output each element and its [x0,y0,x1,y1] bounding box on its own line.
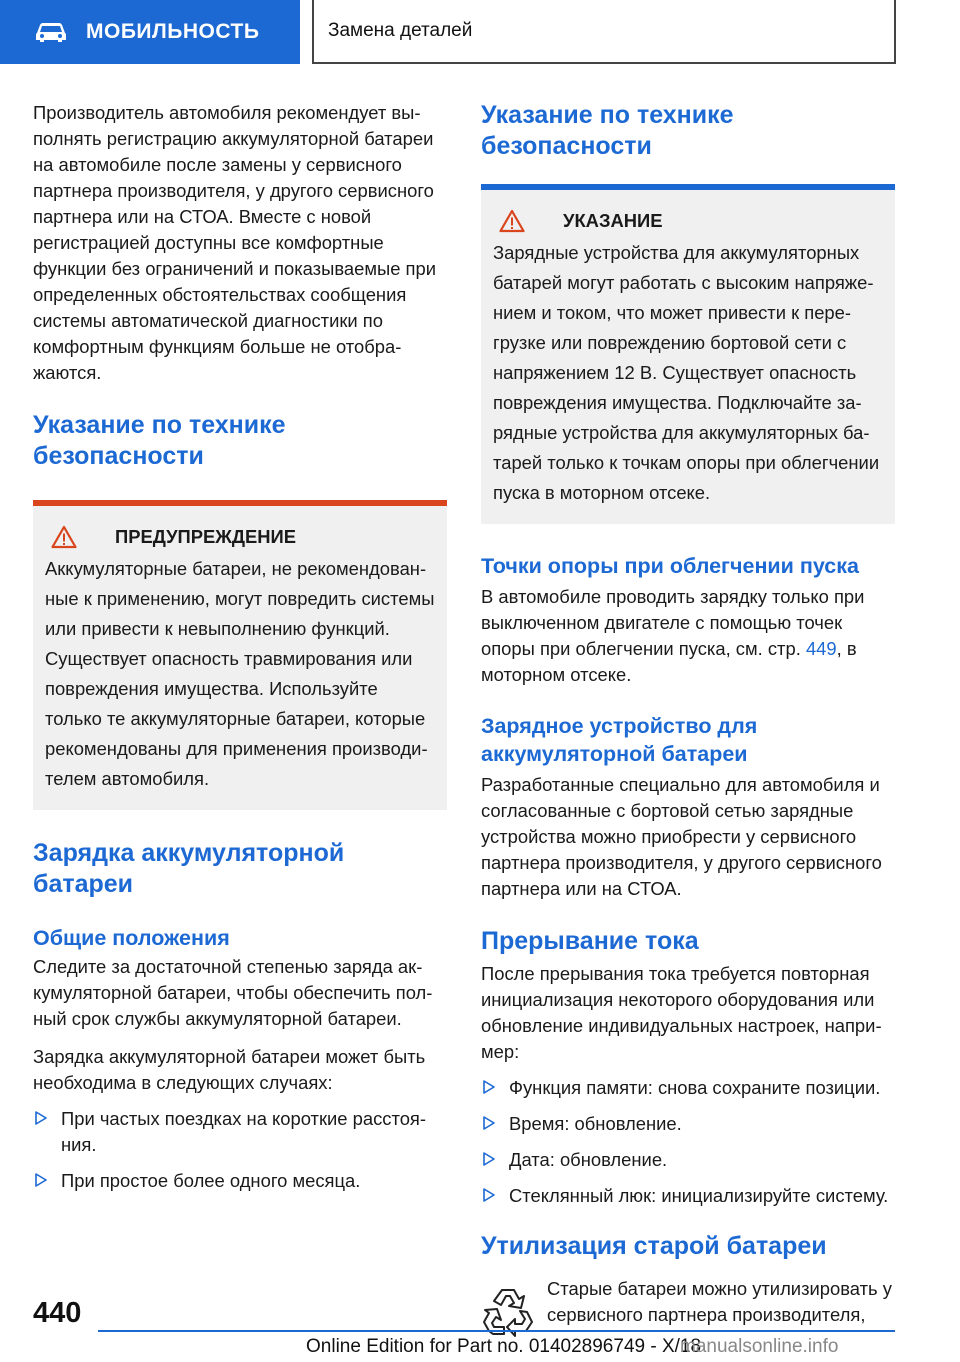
chapter-tab-label: МОБИЛЬНОСТЬ [86,20,260,43]
warning-title: ПРЕДУПРЕЖДЕНИЕ [115,526,297,547]
intro-paragraph: Производитель автомобиля рекомендует выполнять регистрацию аккумуляторной батареи на автомобиле после замены у сервисного партнера производителя, у другого сервисного партнера или на СТОА. Вместе с новой регистрацией доступны все комфортные функции без ограничений и показываемые при определенных обстоятельствах сообщения системы автоматической диагностики по комфортным функциям больше не отображаются. [33,102,437,383]
warning-box [33,500,447,810]
interruption-heading: Прерывание тока [481,927,699,955]
disposal-paragraph: Старые батареи можно утилизировать у сервисного партнера производителя, [547,1278,892,1325]
warning-text: Аккумуляторные батареи, не рекомендованные к применению, могут повредить системы или привести к невыполнению функций. Существует опасность травмирования или повреждения имущества. Используйте только те аккумуляторные батареи, которые рекомендованы для применения производителем автомобиля. [45,558,435,789]
footer-divider [98,1330,895,1332]
bullet-triangle-icon [483,1152,495,1166]
bullet-triangle-icon [35,1111,47,1125]
list-item: При простое более одного месяца. [33,1168,447,1194]
page-number: 440 [33,1297,82,1329]
safety-heading-left: Указание по технике безопасности [33,411,286,470]
left-column [33,100,447,1194]
general-paragraph-2: Зарядка аккумуляторной батареи может быть необходима в следующих случаях: [33,1046,426,1093]
safety-heading-right: Указание по технике безопасности [481,101,734,160]
bullet-triangle-icon [35,1173,47,1187]
car-icon [34,21,68,43]
interruption-list [481,1075,895,1209]
notice-text: Зарядные устройства для аккумуляторных батарей могут работать с высоким напряжением и током, что может привести к перегрузке или повреждению бортовой сети с напряжением 12 В. Существует опасность повреждения имущества. Подключайте зарядные устройства для аккумуляторных батарей только к точкам опоры при облегчении пуска в моторном отсеке. [493,242,880,503]
page-link[interactable]: 449 [805,638,837,659]
notice-box [481,184,895,524]
warning-triangle-icon [51,525,77,549]
section-title: Замена деталей [312,0,896,64]
bullet-triangle-icon [483,1080,495,1094]
footer-edition: Online Edition for Part no. 01402896749 - X/18 [306,1336,702,1357]
warning-title-row [51,524,435,550]
page-header [0,0,960,66]
disposal-heading: Утилизация старой батареи [481,1232,827,1260]
list-item: Стеклянный люк: инициализируйте систему. [481,1183,895,1209]
bullet-triangle-icon [483,1116,495,1130]
right-column [481,100,895,1338]
bullet-triangle-icon [483,1188,495,1202]
list-item: Время: обновление. [481,1111,895,1137]
charger-paragraph: Разработанные специально для автомобиля и согласованные с бортовой сетью зарядные устройства можно приобрести у сервисного партнера производителя, у другого сервисного партнера или на СТОА. [481,774,882,899]
chapter-tab[interactable] [0,0,300,64]
general-paragraph-1: Следите за достаточной степенью заряда аккумуляторной батареи, чтобы обеспечить полный срок службы аккумуляторной батареи. [33,956,433,1029]
list-item: При частых поездках на короткие расстояния. [33,1106,447,1158]
interruption-paragraph: После прерывания тока требуется повторная инициализация некоторого оборудования или обновление индивидуальных настроек, например: [481,963,882,1062]
jump-start-paragraph: В автомобиле проводить зарядку только при выключенном двигателе с помощью точек опоры при облегчении пуска, см. стр. 449, в моторном отсеке. [481,586,865,685]
notice-title-row [499,208,883,234]
general-heading: Общие положения [33,926,230,950]
disposal-row [481,1276,895,1338]
jump-start-heading: Точки опоры при облегчении пуска [481,554,859,578]
charger-heading: Зарядное устройство для аккумуляторной батареи [481,714,758,766]
list-item: Функция памяти: снова сохраните позиции. [481,1075,895,1101]
notice-title: УКАЗАНИЕ [563,210,663,231]
charging-cases-list [33,1106,447,1194]
charging-heading: Зарядка аккумуляторной батареи [33,839,345,898]
notice-triangle-icon [499,209,525,233]
footer-watermark: manualsonline.info [680,1336,839,1357]
list-item: Дата: обновление. [481,1147,895,1173]
